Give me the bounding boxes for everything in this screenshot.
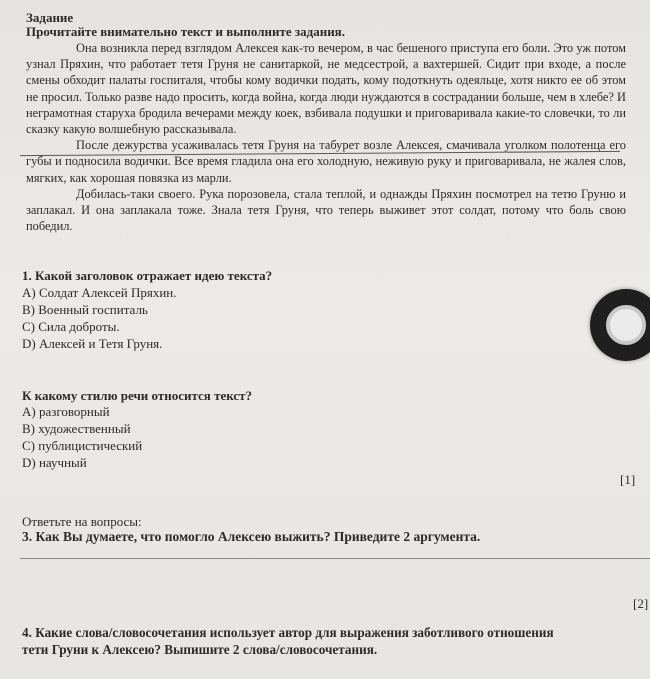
question-2-title: К какому стилю речи относится текст? — [22, 388, 253, 403]
question-1-option-b: B) Военный госпиталь — [22, 302, 148, 317]
question-1-title: 1. Какой заголовок отражает идею текста? — [22, 268, 273, 283]
question-4-title: 4. Какие слова/словосочетания использует автор для выражения заботливого отношения тети Груни к Алексею? Выпишите 2 слова/словосочетания. — [22, 625, 554, 657]
question-3-points: [2] — [633, 596, 649, 611]
question-2-option-c: C) публицистический — [22, 438, 143, 453]
question-1 — [22, 268, 282, 353]
assistive-touch-icon — [606, 305, 646, 345]
question-2-points: [1] — [620, 472, 636, 487]
answer-prompt: Ответьте на вопросы: — [22, 514, 142, 529]
question-3-title: 3. Как Вы думаете, что помогло Алексею выжить? Приведите 2 аргумента. — [22, 529, 481, 544]
question-1-option-c: C) Сила доброты. — [22, 319, 120, 334]
passage-paragraph-1: Она возникла перед взглядом Алексея как-то вечером, в час бешеного приступа его боли. Это уж потом узнал Пряхин, что работает тетя Груня не санитаркой, не медсестрой, а вахтершей. Сидит при входе, а после смены обходит палаты госпиталя, чтобы кому водички подать, кому подоткнуть одеяльце, хотя никто ее об этом не просил. Только разве надо просить, когда война, когда люди нуждаются в сострадании больше, чем в хлебе? И неграмотная старуха бродила вечерами между коек, взбивала подушки и приговаривала какие-то словечки, то ли сказку какую волшебную рассказывала. — [26, 41, 626, 137]
question-2-option-b: B) художественный — [22, 421, 131, 436]
question-1-option-d: D) Алексей и Тетя Груня. — [22, 336, 163, 351]
task-instruction: Прочитайте внимательно текст и выполните задания. — [26, 24, 345, 39]
question-2 — [22, 388, 282, 472]
reading-passage — [26, 40, 626, 234]
passage-paragraph-2: После дежурства усаживалась тетя Груня на табурет возле Алексея, смачивала уголком полотенца его губы и подносила водички. Все время гладила она его холодную, неживую руку и приговаривала, не жалея слов, мягких, как хорошая повязка из марли. — [26, 138, 626, 185]
question-1-option-a: A) Солдат Алексей Пряхин. — [22, 285, 177, 300]
floating-assistive-button[interactable] — [590, 289, 650, 361]
task-label: Задание — [26, 10, 74, 25]
question-2-option-d: D) научный — [22, 455, 87, 470]
answer-line — [20, 558, 650, 559]
question-2-option-a: A) разговорный — [22, 404, 110, 419]
passage-paragraph-3: Добилась-таки своего. Рука порозовела, стала теплой, и однажды Пряхин посмотрел на тетю Груню и заплакал. И она заплакала тоже. Знала тетя Груня, что теперь выживет этот солдат, потому что боль свою победил. — [26, 186, 626, 234]
